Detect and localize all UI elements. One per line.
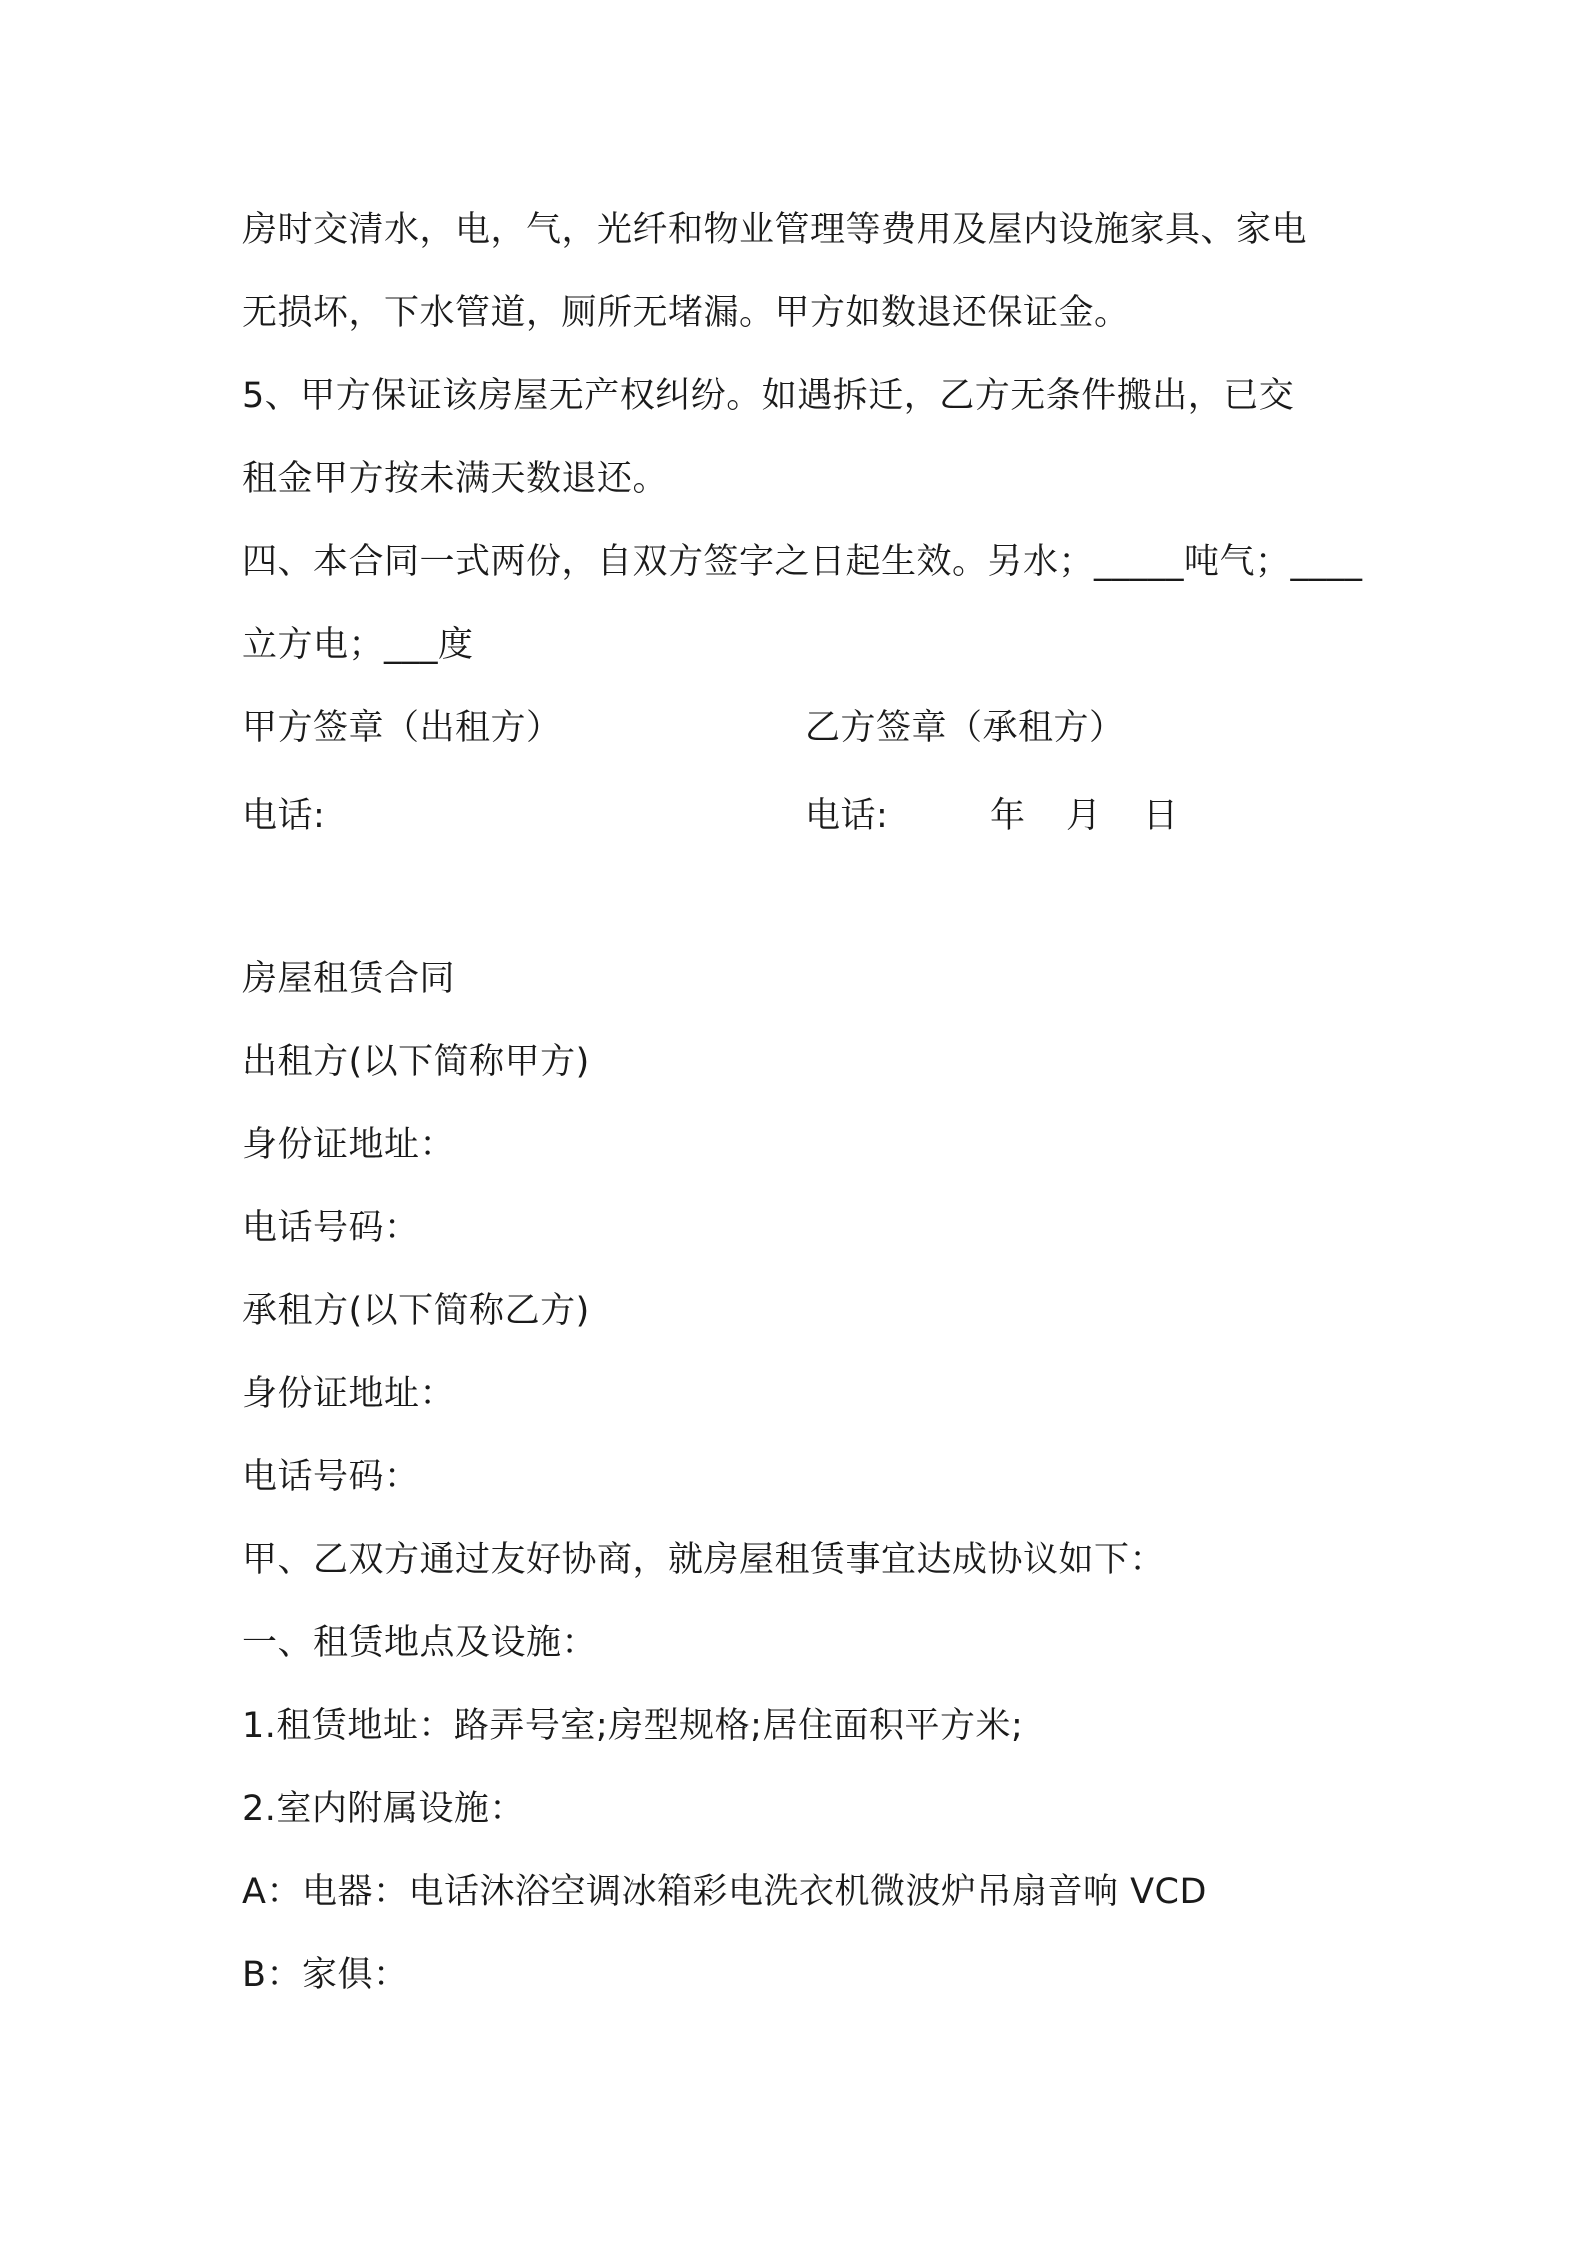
phone-label-a: 电话: xyxy=(242,796,326,836)
list-item: 2.室内附属设施： xyxy=(242,1789,525,1829)
paragraph-line: 租金甲方按未满天数退还。 xyxy=(242,459,669,499)
lessor-phone: 电话号码： xyxy=(242,1208,420,1248)
paragraph-line: 5、甲方保证该房屋无产权纠纷。如遇拆迁，乙方无条件搬出，已交 xyxy=(242,376,1295,416)
lessee-phone: 电话号码： xyxy=(242,1457,420,1497)
lessor-label: 出租方(以下简称甲方) xyxy=(242,1042,590,1082)
contract-title: 房屋租赁合同 xyxy=(242,959,456,999)
date-day: 日 xyxy=(1143,796,1179,836)
agreement-intro: 甲、乙双方通过友好协商，就房屋租赁事宜达成协议如下： xyxy=(242,1540,1166,1580)
lessee-id-address: 身份证地址： xyxy=(242,1374,456,1414)
list-item: A：电器：电话沐浴空调冰箱彩电洗衣机微波炉吊扇音响 VCD xyxy=(242,1872,1207,1912)
paragraph-line: 立方电；___度 xyxy=(242,625,474,665)
list-item: B：家俱： xyxy=(242,1955,409,1995)
section-heading: 一、租赁地点及设施： xyxy=(242,1623,598,1663)
paragraph-line: 四、本合同一式两份，自双方签字之日起生效。另水；_____吨气；____ xyxy=(242,542,1363,582)
list-item: 1.租赁地址：路弄号室;房型规格;居住面积平方米; xyxy=(242,1706,1024,1746)
lessee-label: 承租方(以下简称乙方) xyxy=(242,1291,590,1331)
phone-label-b: 电话: xyxy=(805,796,889,836)
date-year: 年 xyxy=(990,796,1026,836)
signature-party-b: 乙方签章（承租方） xyxy=(805,708,1125,748)
lessor-id-address: 身份证地址： xyxy=(242,1125,456,1165)
paragraph-line: 无损坏，下水管道，厕所无堵漏。甲方如数退还保证金。 xyxy=(242,293,1130,333)
signature-party-a: 甲方签章（出租方） xyxy=(242,708,562,748)
paragraph-line: 房时交清水，电，气，光纤和物业管理等费用及屋内设施家具、家电 xyxy=(242,210,1308,250)
date-month: 月 xyxy=(1066,796,1102,836)
